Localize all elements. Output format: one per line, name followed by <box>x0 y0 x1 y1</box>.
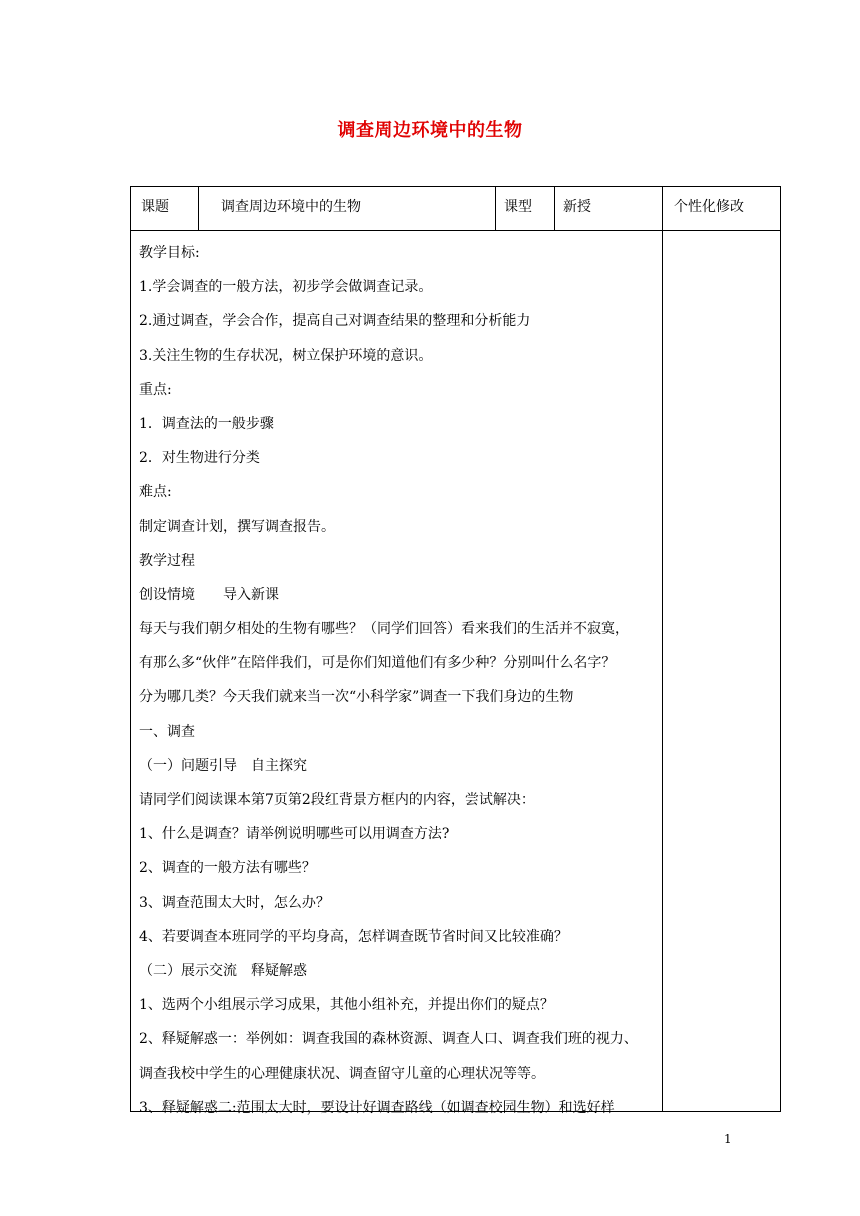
content-line: 2．对生物进行分类 <box>139 450 260 467</box>
content-line: 每天与我们朝夕相处的生物有哪些？（同学们回答）看来我们的生活并不寂寞， <box>139 621 629 638</box>
content-line: 3、释疑解惑二:范围太大时，要设计好调查路线（如调查校园生物）和选好样 <box>139 1099 615 1116</box>
content-line: 制定调查计划，撰写调查报告。 <box>139 518 335 535</box>
content-line: 一、调查 <box>139 723 195 740</box>
divider <box>554 187 555 230</box>
topic-value: 调查周边环境中的生物 <box>221 199 361 215</box>
content-line: 调查我校中学生的心理健康状况、调查留守儿童的心理状况等等。 <box>139 1065 545 1082</box>
content-line: 有那么多“伙伴”在陪伴我们，可是你们知道他们有多少种？分别叫什么名字？ <box>139 655 616 672</box>
content-line: 教学过程 <box>139 552 195 569</box>
page-number: 1 <box>724 1132 732 1146</box>
content-line: 2、释疑解惑一：举例如：调查我国的森林资源、调查人口、调查我们班的视力、 <box>139 1031 638 1048</box>
divider <box>198 187 199 230</box>
content-line: 3、调查范围太大时，怎么办？ <box>139 894 330 911</box>
content-line: 分为哪几类？今天我们就来当一次“小科学家”调查一下我们身边的生物 <box>139 689 574 706</box>
content-line: 2.通过调查，学会合作，提高自己对调查结果的整理和分析能力 <box>139 313 531 330</box>
type-value: 新授 <box>563 199 591 215</box>
content-line: 4、若要调查本班同学的平均身高，怎样调查既节省时间又比较准确？ <box>139 928 568 945</box>
content-line: 1、什么是调查？请举例说明哪些可以用调查方法? <box>139 826 450 843</box>
topic-label: 课题 <box>141 199 169 215</box>
content-line: 教学目标: <box>139 245 200 261</box>
lesson-content <box>139 241 659 1130</box>
content-line: 3.关注生物的生存状况，树立保护环境的意识。 <box>139 347 433 364</box>
divider <box>131 230 780 231</box>
divider <box>662 187 663 1111</box>
content-line: （一）问题引导 自主探究 <box>139 757 307 774</box>
content-line: 难点: <box>139 484 172 501</box>
content-line: 重点: <box>139 381 172 398</box>
lesson-plan-table <box>130 186 781 1116</box>
type-label: 课型 <box>504 199 532 215</box>
content-line: 2、调查的一般方法有哪些？ <box>139 860 316 877</box>
content-line: 1、选两个小组展示学习成果，其他小组补充，并提出你们的疑点？ <box>139 997 554 1014</box>
content-line: 1.学会调查的一般方法，初步学会做调查记录。 <box>139 279 433 296</box>
content-line: 1．调查法的一般步骤 <box>139 415 274 432</box>
divider <box>495 187 496 230</box>
notes-label: 个性化修改 <box>674 199 744 215</box>
content-line: （二）展示交流 释疑解惑 <box>139 962 307 979</box>
content-line: 请同学们阅读课本第7页第2段红背景方框内的内容，尝试解决： <box>139 792 535 808</box>
page-title: 调查周边环境中的生物 <box>337 120 523 141</box>
content-line: 创设情境 导入新课 <box>139 586 279 603</box>
